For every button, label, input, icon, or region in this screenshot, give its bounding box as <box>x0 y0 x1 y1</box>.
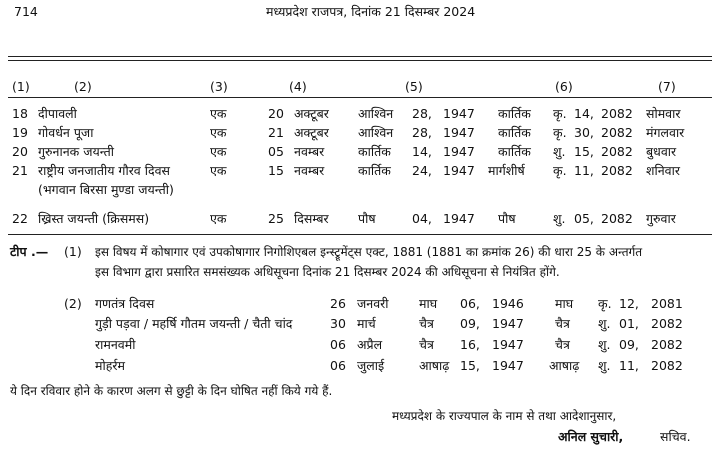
col-header-5: (5) <box>405 79 423 94</box>
vikram-year: 2082 <box>601 163 633 178</box>
saka-day: 16, <box>460 337 480 352</box>
page-header-title: मध्यप्रदेश राजपत्र, दिनांक 21 दिसम्बर 2024 <box>266 4 476 19</box>
date-day: 25 <box>268 211 284 226</box>
vikram-month: आषाढ़ <box>549 358 580 373</box>
saka-day: 09, <box>460 316 480 331</box>
saka-year: 1947 <box>492 358 524 373</box>
note-footer-text: ये दिन रविवार होने के कारण अलग से छुट्टी के दिन घोषित नहीं किये गये हैं. <box>10 384 333 398</box>
saka-month: पौष <box>358 211 376 226</box>
saka-year: 1947 <box>492 337 524 352</box>
note-item1-line2: इस विभाग द्वारा प्रसारित समसंख्यक अधिसूचना दिनांक 21 दिसम्बर 2024 की अधिसूचना से नियंत्रित होंगे. <box>95 265 560 279</box>
holiday-name: मोहर्रम <box>95 358 125 373</box>
saka-day: 15, <box>460 358 480 373</box>
vikram-year: 2082 <box>601 144 633 159</box>
vikram-day: 14, <box>574 106 594 121</box>
row-serial: 20 <box>12 144 28 159</box>
weekday: सोमवार <box>646 106 681 121</box>
weekday: गुरुवार <box>646 211 676 226</box>
note-item2-number: (2) <box>64 296 82 311</box>
saka-month: माघ <box>419 296 438 311</box>
row-serial: 18 <box>12 106 28 121</box>
holiday-name: गुरुनानक जयन्ती <box>38 144 114 159</box>
date-month: नवम्बर <box>294 163 325 178</box>
holiday-name: दीपावली <box>38 106 77 121</box>
vikram-month: कार्तिक <box>498 125 531 140</box>
day-count: एक <box>210 163 227 178</box>
paksha: शु. <box>598 316 611 331</box>
vikram-day: 05, <box>574 211 594 226</box>
page-number: 714 <box>14 4 38 19</box>
date-day: 06 <box>330 358 346 373</box>
saka-year: 1947 <box>443 211 475 226</box>
note-item1-line1: इस विषय में कोषागार एवं उपकोषागार निगोशिएबल इन्स्ट्रूमेंट्स एक्ट, 1881 (1881 का क्रमांक 26) की धारा 25 के अन्तर्गत <box>95 245 643 259</box>
date-day: 06 <box>330 337 346 352</box>
vikram-year: 2082 <box>601 106 633 121</box>
vikram-month: पौष <box>498 211 516 226</box>
saka-year: 1947 <box>443 106 475 121</box>
date-month: नवम्बर <box>294 144 325 159</box>
saka-year: 1947 <box>492 316 524 331</box>
paksha: शु. <box>553 211 566 226</box>
vikram-day: 09, <box>619 337 639 352</box>
day-count: एक <box>210 144 227 159</box>
date-month: जनवरी <box>357 296 389 311</box>
date-month: अक्टूबर <box>294 125 329 140</box>
saka-month: चैत्र <box>419 337 434 352</box>
vikram-month: कार्तिक <box>498 144 531 159</box>
saka-month: आषाढ़ <box>419 358 450 373</box>
holiday-name: राष्ट्रीय जनजातीय गौरव दिवस <box>38 163 171 178</box>
saka-month: आश्विन <box>358 106 394 121</box>
col-header-3: (3) <box>210 79 228 94</box>
paksha: शु. <box>553 144 566 159</box>
paksha: शु. <box>598 358 611 373</box>
date-month: अप्रैल <box>357 337 383 352</box>
holiday-name: ख्रिस्त जयन्ती (क्रिसमस) <box>38 211 150 226</box>
saka-month: आश्विन <box>358 125 394 140</box>
header-rule-top <box>8 56 712 57</box>
saka-year: 1947 <box>443 163 475 178</box>
holiday-name: गुड़ी पड़वा / महर्षि गौतम जयन्ती / चैती चांद <box>95 316 293 331</box>
vikram-day: 30, <box>574 125 594 140</box>
vikram-month: कार्तिक <box>498 106 531 121</box>
date-day: 20 <box>268 106 284 121</box>
holiday-name-subline: (भगवान बिरसा मुण्डा जयन्ती) <box>38 182 174 197</box>
vikram-month: चैत्र <box>555 337 570 352</box>
col-header-6: (6) <box>555 79 573 94</box>
date-day: 05 <box>268 144 284 159</box>
paksha: शु. <box>598 337 611 352</box>
row-serial: 22 <box>12 211 28 226</box>
date-day: 15 <box>268 163 284 178</box>
date-month: मार्च <box>357 316 376 331</box>
saka-year: 1947 <box>443 125 475 140</box>
vikram-day: 01, <box>619 316 639 331</box>
vikram-day: 15, <box>574 144 594 159</box>
saka-month: कार्तिक <box>358 144 391 159</box>
vikram-day: 11, <box>619 358 639 373</box>
table-bottom-rule <box>8 234 712 235</box>
col-header-2: (2) <box>74 79 92 94</box>
vikram-year: 2082 <box>601 211 633 226</box>
paksha: कृ. <box>553 125 567 140</box>
date-month: दिसम्बर <box>294 211 329 226</box>
weekday: शनिवार <box>646 163 680 178</box>
holiday-name: गणतंत्र दिवस <box>95 296 155 311</box>
signature-authority-line: मध्यप्रदेश के राज्यपाल के नाम से तथा आदेशानुसार, <box>392 409 617 423</box>
saka-year: 1946 <box>492 296 524 311</box>
signatory-title: सचिव. <box>660 429 691 444</box>
saka-day: 06, <box>460 296 480 311</box>
day-count: एक <box>210 125 227 140</box>
row-serial: 19 <box>12 125 28 140</box>
column-header-rule <box>8 97 712 98</box>
saka-year: 1947 <box>443 144 475 159</box>
vikram-month: माघ <box>555 296 574 311</box>
day-count: एक <box>210 106 227 121</box>
date-day: 21 <box>268 125 284 140</box>
note-label: टीप .— <box>10 244 49 259</box>
holiday-name: गोवर्धन पूजा <box>38 125 94 140</box>
vikram-year: 2082 <box>601 125 633 140</box>
weekday: मंगलवार <box>646 125 685 140</box>
date-day: 30 <box>330 316 346 331</box>
signatory-name: अनिल सुचारी, <box>558 429 624 444</box>
col-header-4: (4) <box>289 79 307 94</box>
saka-day: 28, <box>412 125 432 140</box>
saka-month: कार्तिक <box>358 163 391 178</box>
saka-day: 28, <box>412 106 432 121</box>
date-day: 26 <box>330 296 346 311</box>
vikram-year: 2082 <box>651 337 683 352</box>
saka-day: 14, <box>412 144 432 159</box>
saka-day: 24, <box>412 163 432 178</box>
weekday: बुधवार <box>646 144 677 159</box>
paksha: कृ. <box>553 106 567 121</box>
paksha: कृ. <box>553 163 567 178</box>
note-item1-number: (1) <box>64 244 82 259</box>
saka-month: चैत्र <box>419 316 434 331</box>
col-header-1: (1) <box>12 79 30 94</box>
date-month: अक्टूबर <box>294 106 329 121</box>
day-count: एक <box>210 211 227 226</box>
row-serial: 21 <box>12 163 28 178</box>
vikram-year: 2082 <box>651 358 683 373</box>
vikram-day: 11, <box>574 163 594 178</box>
header-rule-top-2 <box>8 60 712 61</box>
vikram-month: मार्गशीर्ष <box>488 163 525 178</box>
saka-day: 04, <box>412 211 432 226</box>
paksha: कृ. <box>598 296 612 311</box>
vikram-month: चैत्र <box>555 316 570 331</box>
vikram-year: 2082 <box>651 316 683 331</box>
holiday-name: रामनवमी <box>95 337 136 352</box>
date-month: जुलाई <box>357 358 385 373</box>
vikram-day: 12, <box>619 296 639 311</box>
vikram-year: 2081 <box>651 296 683 311</box>
col-header-7: (7) <box>658 79 676 94</box>
